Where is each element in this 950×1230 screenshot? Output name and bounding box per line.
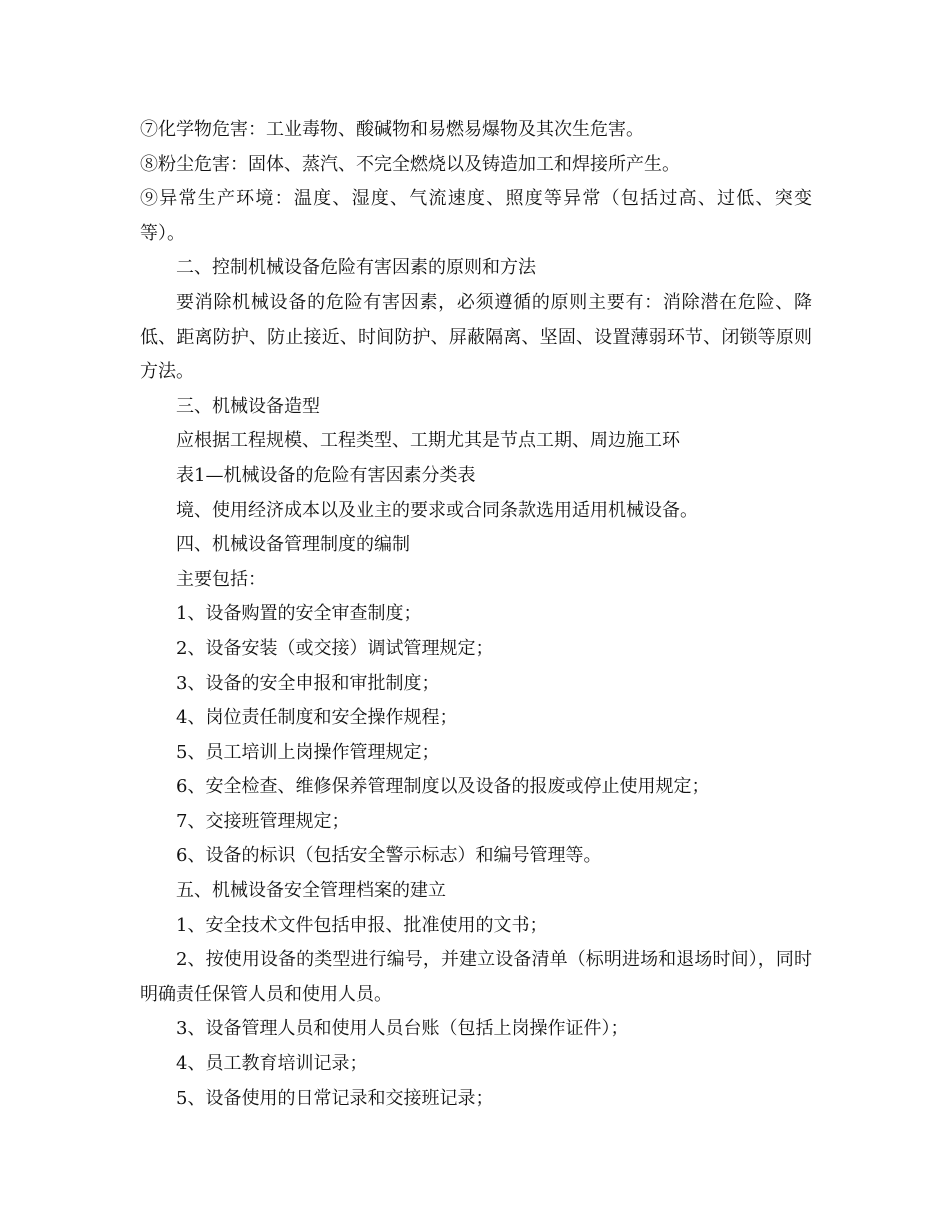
paragraph-principles: 要消除机械设备的危险有害因素，必须遵循的原则主要有：消除潜在危险、降低、距离防护、防止接近、时间防护、屏蔽隔离、坚固、设置薄弱环节、闭锁等原则方法。: [140, 291, 812, 383]
list-item: 5、设备使用的日常记录和交接班记录；: [176, 1087, 494, 1109]
list-item: 2、设备安装（或交接）调试管理规定；: [176, 637, 494, 659]
list-item: 6、安全检查、维修保养管理制度以及设备的报废或停止使用规定；: [176, 776, 710, 798]
paragraph-hazard-environment: ⑨异常生产环境：温度、湿度、气流速度、照度等异常（包括过高、过低、突变等）。: [140, 188, 812, 244]
paragraph-hazard-chemical: ⑦化学物危害：工业毒物、酸碱物和易燃易爆物及其次生危害。: [140, 119, 644, 140]
section-heading-5: 五、机械设备安全管理档案的建立: [176, 880, 446, 902]
list-item: 3、设备的安全申报和审批制度；: [176, 672, 440, 694]
paragraph-selection-part2: 境、使用经济成本以及业主的要求或合同条款选用适用机械设备。: [176, 499, 698, 521]
list-item: 1、设备购置的安全审查制度；: [176, 603, 422, 625]
document-body: [140, 113, 812, 1116]
list-item: 1、安全技术文件包括申报、批准使用的文书；: [176, 914, 548, 936]
list-item: 5、员工培训上岗操作管理规定；: [176, 741, 440, 763]
section-heading-4: 四、机械设备管理制度的编制: [176, 534, 410, 556]
list-item: 4、岗位责任制度和安全操作规程；: [176, 707, 458, 729]
paragraph-includes: 主要包括：: [176, 568, 266, 590]
list-item: 2、按使用设备的类型进行编号，并建立设备清单（标明进场和退场时间），同时明确责任保管人员和使用人员。: [140, 949, 812, 1005]
section-heading-3: 三、机械设备造型: [176, 395, 320, 417]
paragraph-selection-part1: 应根据工程规模、工程类型、工期尤其是节点工期、周边施工环: [176, 430, 680, 452]
section-heading-2: 二、控制机械设备危险有害因素的原则和方法: [176, 257, 536, 279]
list-item: 3、设备管理人员和使用人员台账（包括上岗操作证件）；: [176, 1018, 629, 1040]
paragraph-hazard-dust: ⑧粉尘危害：固体、蒸汽、不完全燃烧以及铸造加工和焊接所产生。: [140, 153, 680, 175]
list-item: 4、员工教育培训记录；: [176, 1053, 368, 1075]
list-item: 7、交接班管理规定；: [176, 810, 350, 832]
list-item: 6、设备的标识（包括安全警示标志）和编号管理等。: [176, 845, 602, 867]
table-caption: 表1—机械设备的危险有害因素分类表: [176, 464, 476, 486]
